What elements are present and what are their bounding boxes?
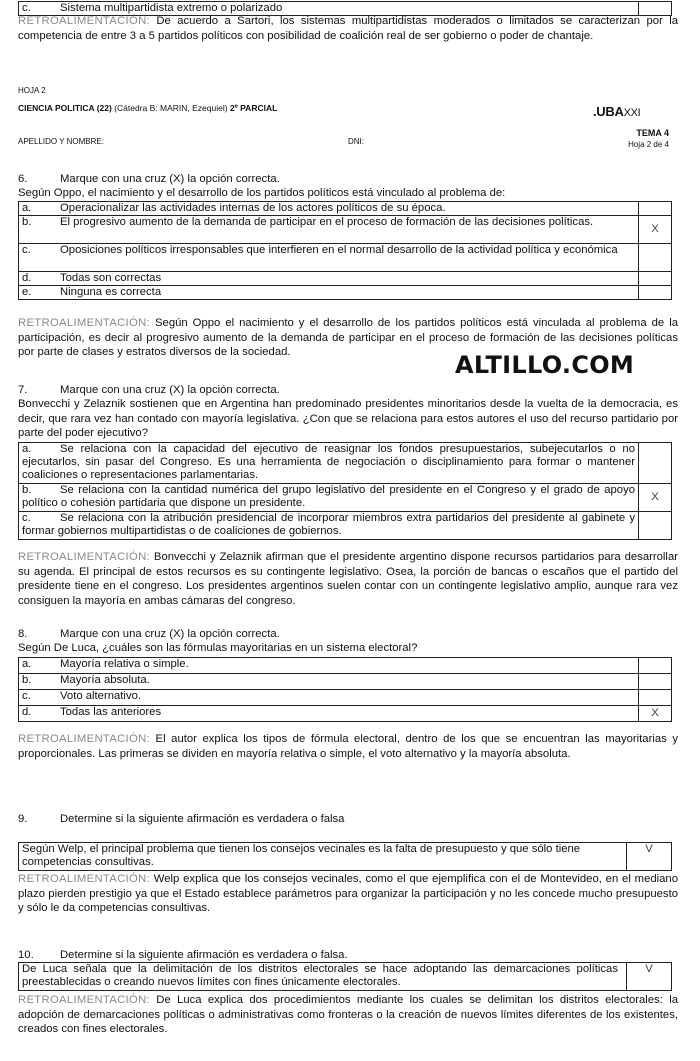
q10-feedback: RETROALIMENTACIÓN: De Luca explica dos procedimientos mediante los cuales se delimitan los distritos electorales: la adopción de demarcaciones políticas o administrativas como fronteras o la creación de nuevos límites diferentes de los existentes, creados con fines electorales. xyxy=(18,994,678,1035)
q9-feedback: RETROALIMENTACIÓN: Welp explica que los consejos vecinales, como el que ejemplifica con el de Montevideo, en el mediano plazo pierden prestigio ya que el Estado establece parámetros para organizar la participación y no les concede mucho presupuesto y sólo le da competencias consultivas. xyxy=(18,873,678,914)
q7-stem: Bonvecchi y Zelaznik sostienen que en Argentina han predominado presidentes minoritarios desde la vuelta de la democracia, es decir, que rara vez han contado con mayoría legislativa. ¿Con que se relaciona para estos autores el uso del recurso partidario por parte del poder ejecutivo? xyxy=(18,398,678,439)
q5-feedback xyxy=(18,14,678,43)
q8-options-table xyxy=(18,657,672,722)
q9-instruction: 9. Determine si la siguiente afirmación es verdadera o falsa xyxy=(18,813,345,825)
course-name: CIENCIA POLITICA (22) xyxy=(18,103,112,113)
answer-box[interactable]: X xyxy=(639,706,672,722)
answer-box[interactable]: V xyxy=(627,843,672,871)
q6-option-c: c. Oposiciones políticos irresponsables que interfieren en el normal desarrollo de la actividad política y económica xyxy=(19,244,672,272)
answer-box[interactable] xyxy=(639,272,672,286)
uba-xxi-logo: .UBAXXI xyxy=(593,104,641,119)
page-count: Hoja 2 de 4 xyxy=(628,140,669,149)
answer-box[interactable] xyxy=(639,244,672,272)
answer-box[interactable] xyxy=(639,674,672,690)
answer-box[interactable] xyxy=(639,286,672,300)
feedback-text: De acuerdo a Sartori, los sistemas multipartidistas moderados o limitados se caracterizan por la competencia de entre 3 a 5 partidos políticos con posibilidad de coalición real de ser gobierno o poder de chantaje. xyxy=(18,15,678,42)
option-letter: c. xyxy=(22,2,31,14)
q10-statement-row: De Luca señala que la delimitación de los distritos electorales se hace adoptando las demarcaciones políticas preestablecidas o creando nuevos límites con fines únicamente electorales. V xyxy=(19,963,672,991)
feedback-label: RETROALIMENTACIÓN: xyxy=(18,15,150,27)
q7-option-a: a. Se relaciona con la capacidad del ejecutivo de reasignar los fondos presupuestarios, subejecutarlos o no ejecutarlos, sin pasar del Congreso. Es una herramienta de negociación o disciplinamiento para formar o mantener coaliciones o representaciones parlamentarias. xyxy=(19,443,672,484)
answer-box[interactable] xyxy=(639,658,672,674)
answer-box[interactable]: V xyxy=(627,963,672,991)
q6-option-b: b. El progresivo aumento de la demanda de participar en el proceso de formación de las decisiones políticas. X xyxy=(19,216,672,244)
q7-feedback: RETROALIMENTACIÓN: Bonvecchi y Zelaznik afirman que el presidente argentino dispone recursos partidarios para desarrollar su agenda. El principal de estos recursos es su contingente legislativo. Osea, la porción de bancas o escaños que el partido del presidente tiene en el congreso. Los presidentes argentinos suelen contar con un contingente legislativo amplio, aunque rara vez consiguen la mayoría en ambas cámaras del congreso. xyxy=(18,551,678,607)
q6-stem: Según Oppo, el nacimiento y el desarrollo de los partidos políticos está vinculado al problema de: xyxy=(18,187,506,199)
answer-box[interactable]: X xyxy=(639,216,672,244)
q10-statement-table xyxy=(18,962,672,991)
answer-box[interactable] xyxy=(639,443,672,484)
q6-options-table xyxy=(18,201,672,300)
catedra: (Cátedra B: MARIN, Ezequiel) xyxy=(114,103,228,113)
answer-box[interactable] xyxy=(639,512,672,540)
q7-option-c: c. Se relaciona con la atribución presidencial de incorporar miembros extra partidarios del presidente al gabinete y formar gobiernos multipartidistas o de coaliciones de gobiernos. xyxy=(19,512,672,540)
exam-type: 2º PARCIAL xyxy=(229,103,278,113)
q7-instruction: 7. Marque con una cruz (X) la opción correcta. xyxy=(18,384,280,396)
q6-option-e: e. Ninguna es correcta xyxy=(19,286,672,300)
course-title xyxy=(18,101,277,116)
answer-box[interactable] xyxy=(639,202,672,216)
answer-box[interactable]: X xyxy=(639,484,672,512)
q6-option-a: a. Operacionalizar las actividades internas de los actores políticos de su época. xyxy=(19,202,672,216)
option-text: Sistema multipartidista extremo o polarizado xyxy=(60,2,283,14)
q8-stem: Según De Luca, ¿cuáles son las fórmulas mayoritarias en un sistema electoral? xyxy=(18,642,418,654)
q10-instruction: 10. Determine si la siguiente afirmación es verdadera o falsa. xyxy=(18,949,348,961)
q8-option-d: d. Todas las anteriores X xyxy=(19,706,672,722)
q6-option-d: d. Todas son correctas xyxy=(19,272,672,286)
tema-label: TEMA 4 xyxy=(636,128,669,138)
q7-options-table xyxy=(18,442,672,540)
apellido-label: APELLIDO Y NOMBRE: xyxy=(18,137,104,146)
q8-instruction: 8. Marque con una cruz (X) la opción correcta. xyxy=(18,628,280,640)
dni-label: DNI: xyxy=(348,137,364,146)
q8-option-b: b. Mayoría absoluta. xyxy=(19,674,672,690)
question-number: 6. xyxy=(18,173,28,185)
q6-feedback: RETROALIMENTACIÓN: Según Oppo el nacimiento y el desarrollo de los partidos políticos está vinculada al problema de la participación, es decir al progresivo aumento de la demanda de participar en el proceso de formación de las decisiones políticas por parte de clases y estratos diversos de la sociedad. xyxy=(18,317,678,358)
altillo-watermark: ALTILLO.COM xyxy=(455,351,635,379)
q9-statement-row: Según Welp, el principal problema que tienen los consejos vecinales es la falta de presupuesto y que sólo tiene competencias consultivas. V xyxy=(19,843,672,871)
q8-feedback: RETROALIMENTACIÓN: El autor explica los tipos de fórmula electoral, dentro de los que se encuentran las mayoritarias y proporcionales. Las primeras se dividen en mayoría relativa o simple, el voto alternativo y la mayoría absoluta. xyxy=(18,733,678,760)
sheet-label: HOJA 2 xyxy=(18,86,46,95)
q7-option-b: b. Se relaciona con la cantidad numérica del grupo legislativo del presidente en el Congreso y el grado de apoyo político o cohesión partidaria que dispone un presidente. X xyxy=(19,484,672,512)
q8-option-c: c. Voto alternativo. xyxy=(19,690,672,706)
answer-box[interactable] xyxy=(639,690,672,706)
q8-option-a: a. Mayoría relativa o simple. xyxy=(19,658,672,674)
q6-instruction: 6. Marque con una cruz (X) la opción correcta. xyxy=(18,173,280,185)
q9-statement-table xyxy=(18,842,672,871)
